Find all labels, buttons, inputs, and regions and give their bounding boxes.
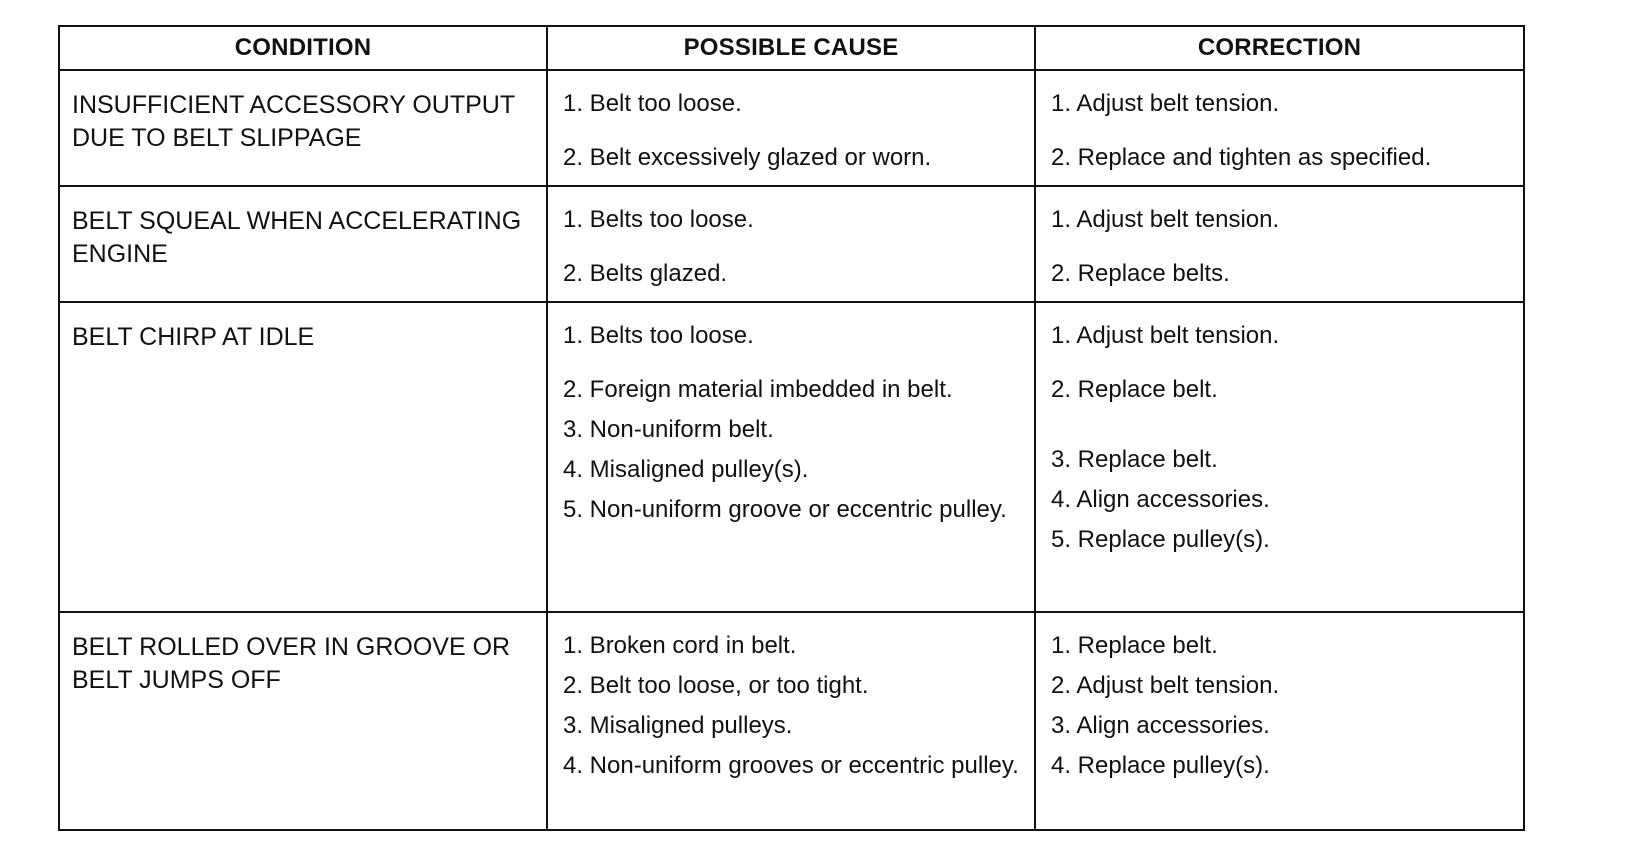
table-row	[59, 302, 1524, 612]
cause-item: 3. Non-uniform belt.	[563, 416, 774, 443]
table-header-row	[59, 26, 1524, 70]
condition-cell: BELT ROLLED OVER IN GROOVE OR BELT JUMPS OFF	[59, 612, 547, 830]
cause-cell	[547, 612, 1035, 830]
correction-item: 1. Adjust belt tension.	[1051, 322, 1280, 349]
correction-item: 1. Adjust belt tension.	[1051, 90, 1280, 117]
header-condition: CONDITION	[59, 26, 547, 70]
correction-item: 2. Replace belt.	[1051, 376, 1218, 403]
cause-item: 2. Belts glazed.	[563, 260, 728, 287]
correction-cell	[1035, 612, 1524, 830]
correction-item: 2. Replace belts.	[1051, 260, 1230, 287]
cause-item: 1. Belt too loose.	[563, 90, 742, 117]
cause-cell	[547, 70, 1035, 186]
correction-item: 1. Adjust belt tension.	[1051, 206, 1280, 233]
cause-item: 1. Belts too loose.	[563, 322, 754, 349]
condition-cell: BELT CHIRP AT IDLE	[59, 302, 547, 612]
header-correction: CORRECTION	[1035, 26, 1524, 70]
condition-cell: BELT SQUEAL WHEN ACCELERATING ENGINE	[59, 186, 547, 302]
table-row	[59, 70, 1524, 186]
belt-diagnosis-table	[58, 25, 1525, 831]
correction-item: 1. Replace belt.	[1051, 632, 1218, 659]
correction-item: 4. Replace pulley(s).	[1051, 752, 1270, 779]
cause-item: 3. Misaligned pulleys.	[563, 712, 793, 739]
cause-item: 4. Misaligned pulley(s).	[563, 456, 809, 483]
correction-item: 3. Replace belt.	[1051, 446, 1218, 473]
table-row	[59, 612, 1524, 830]
cause-item: 5. Non-uniform groove or eccentric pulley.	[563, 496, 1007, 523]
correction-item: 2. Adjust belt tension.	[1051, 672, 1280, 699]
correction-item: 3. Align accessories.	[1051, 712, 1270, 739]
correction-cell	[1035, 302, 1524, 612]
correction-item: 5. Replace pulley(s).	[1051, 526, 1270, 553]
cause-item: 2. Foreign material imbedded in belt.	[563, 376, 953, 403]
cause-cell	[547, 186, 1035, 302]
correction-item: 4. Align accessories.	[1051, 486, 1270, 513]
header-possible-cause: POSSIBLE CAUSE	[547, 26, 1035, 70]
cause-cell	[547, 302, 1035, 612]
correction-item: 2. Replace and tighten as specified.	[1051, 144, 1432, 171]
troubleshooting-table-container	[58, 25, 1523, 831]
cause-item: 1. Broken cord in belt.	[563, 632, 797, 659]
correction-cell	[1035, 70, 1524, 186]
cause-item: 1. Belts too loose.	[563, 206, 754, 233]
condition-cell: INSUFFICIENT ACCESSORY OUTPUT DUE TO BELT SLIPPAGE	[59, 70, 547, 186]
correction-cell	[1035, 186, 1524, 302]
cause-item: 2. Belt too loose, or too tight.	[563, 672, 869, 699]
table-row	[59, 186, 1524, 302]
cause-item: 2. Belt excessively glazed or worn.	[563, 144, 932, 171]
cause-item: 4. Non-uniform grooves or eccentric pulley.	[563, 752, 1019, 779]
